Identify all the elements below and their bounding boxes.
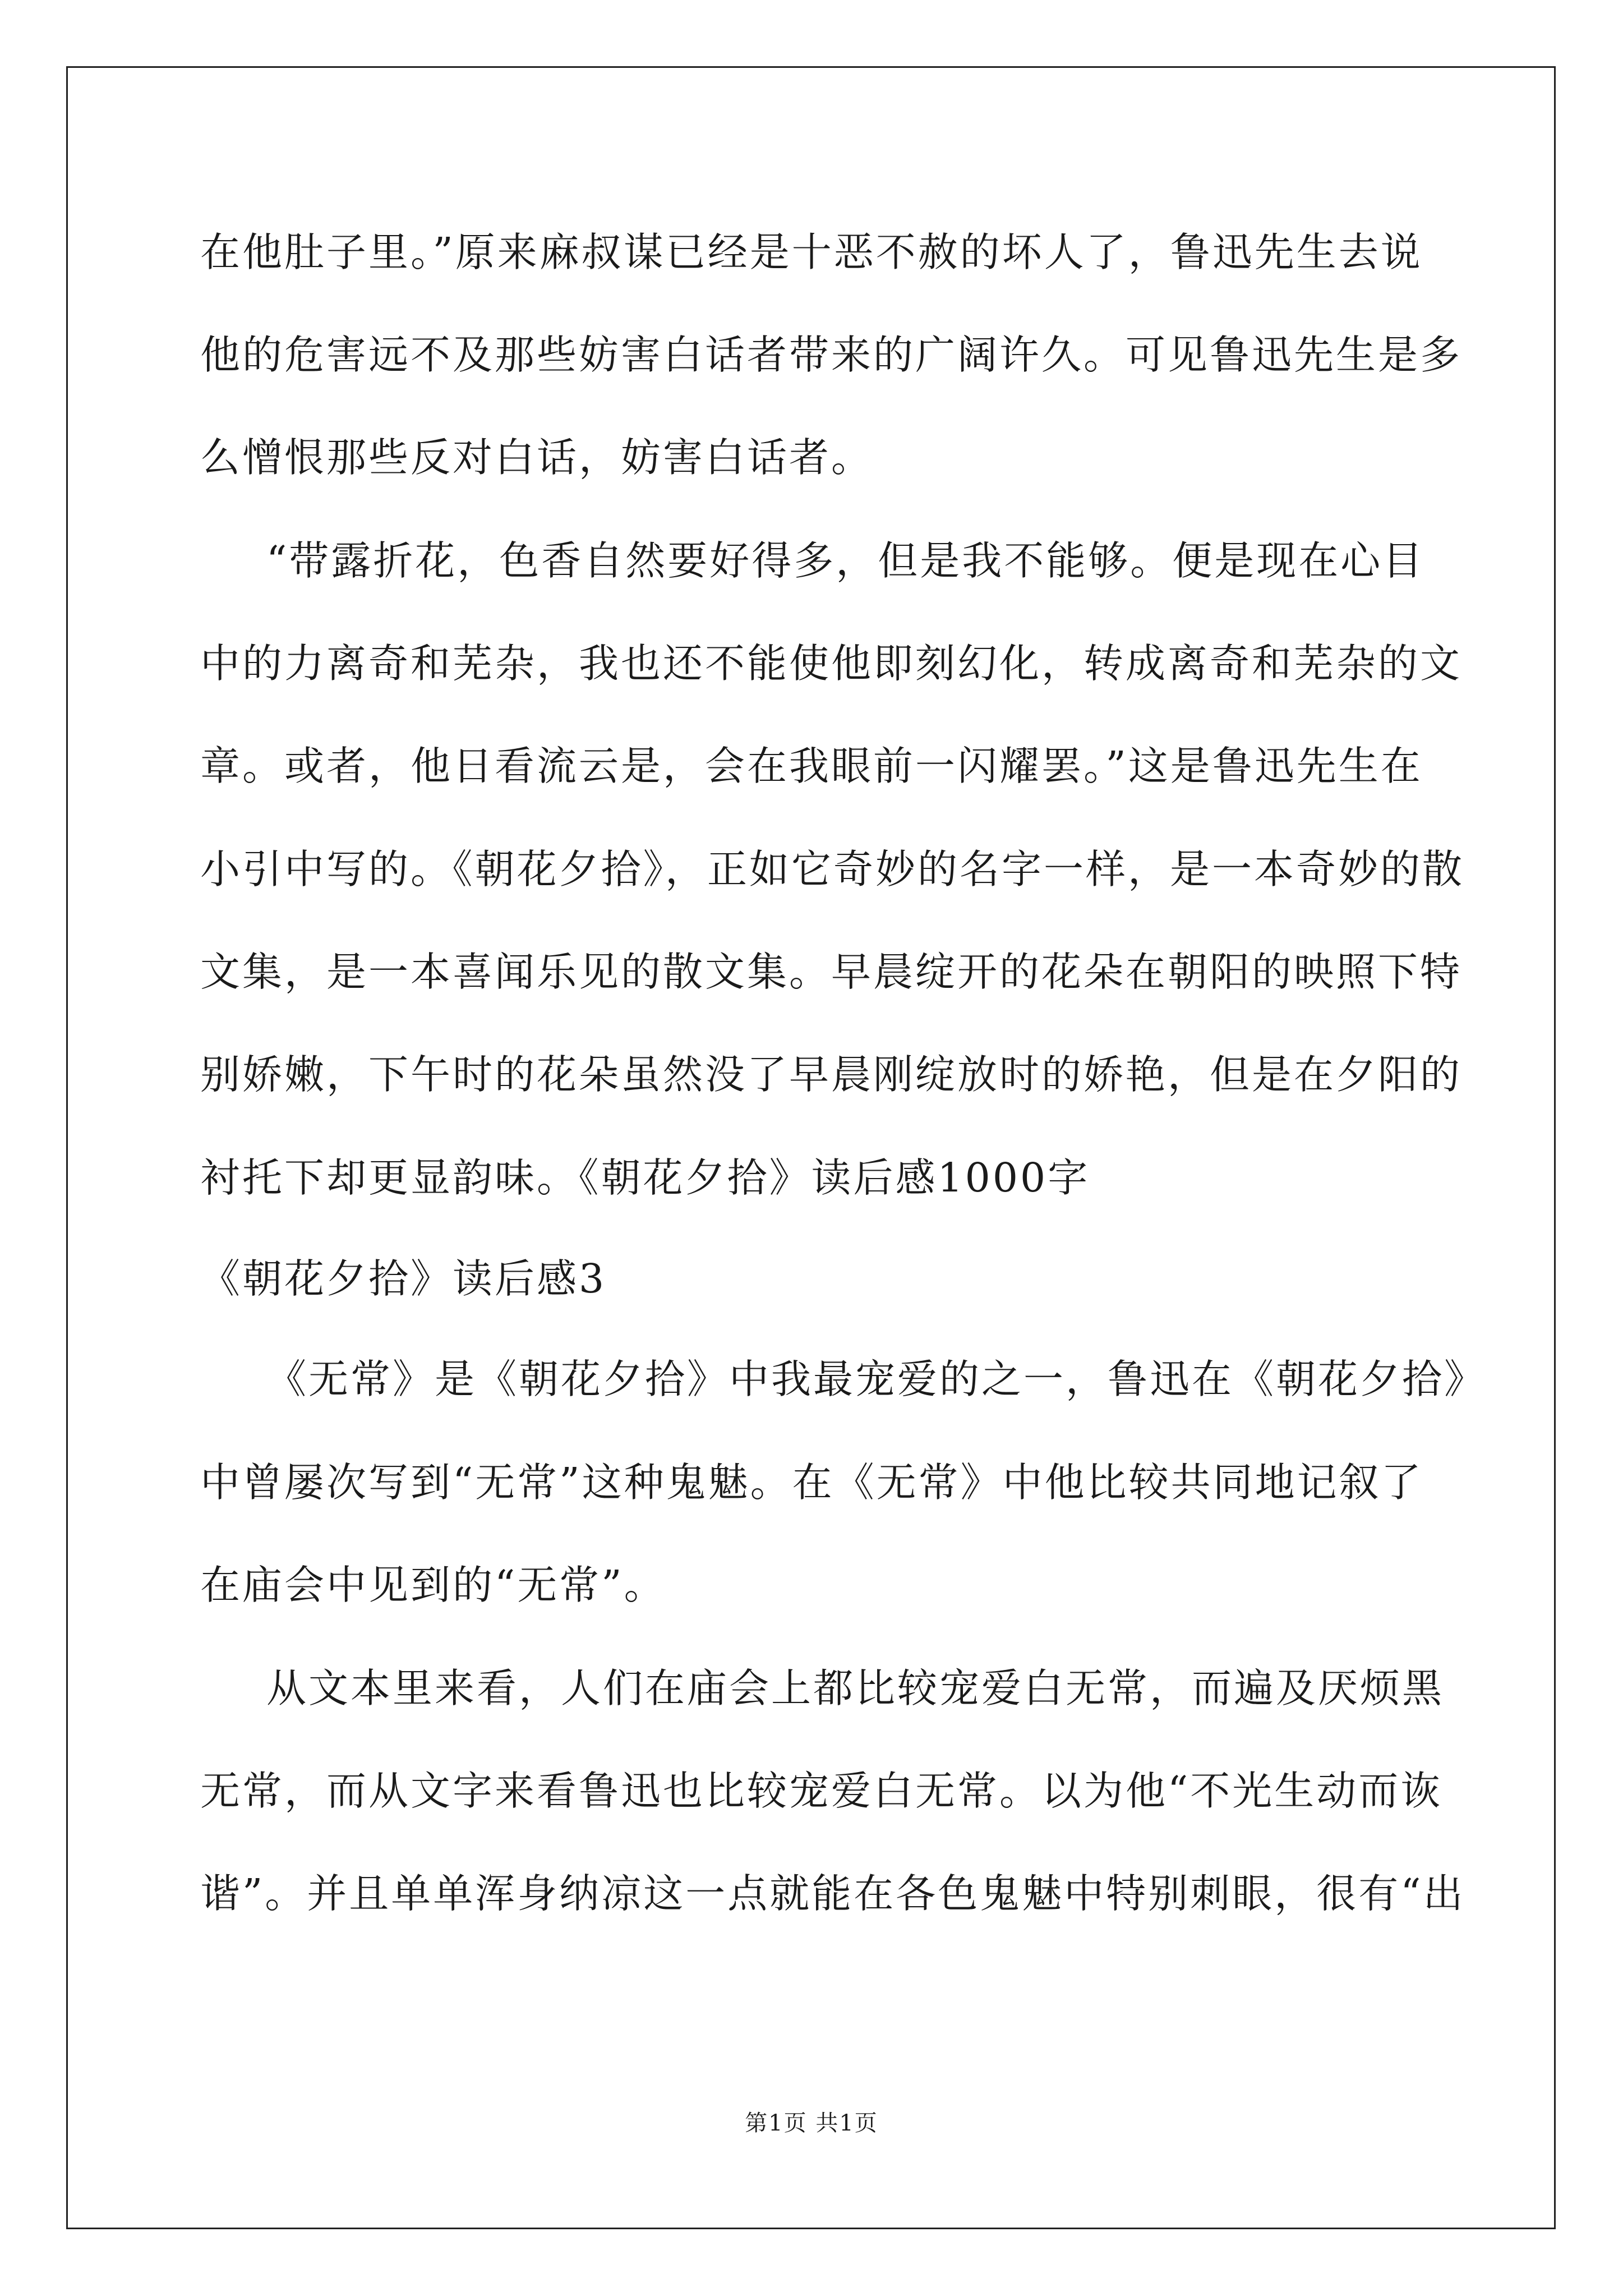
text-line: 在他肚子里。”原来麻叔谋已经是十恶不赦的坏人了，鲁迅先生去说 [200,229,1423,275]
page-number-footer: 第1页 共1页 [745,2110,878,2136]
paragraph-start-line: 《无常》是《朝花夕拾》中我最宠爱的之一，鲁迅在《朝花夕拾》 [266,1356,1487,1402]
section-heading: 《朝花夕拾》读后感3 [200,1255,607,1302]
text-line: 谐”。并且单单浑身纳凉这一点就能在各色鬼魅中特别刺眼，很有“出 [200,1870,1465,1917]
text-line: 中曾屡次写到“无常”这种鬼魅。在《无常》中他比较共同地记叙了 [200,1459,1423,1506]
text-line: 无常，而从文字来看鲁迅也比较宠爱白无常。以为他“不光生动而诙 [200,1768,1443,1814]
text-line: 中的力离奇和芜杂，我也还不能使他即刻幻化，转成离奇和芜杂的文 [200,640,1463,687]
text-line: 在庙会中见到的“无常”。 [200,1562,666,1608]
text-line: 别娇嫩，下午时的花朵虽然没了早晨刚绽放时的娇艳，但是在夕阳的 [200,1051,1463,1098]
text-line: 他的危害远不及那些妨害白话者带来的广阔许久。可见鲁迅先生是多 [200,332,1463,378]
text-line: 文集，是一本喜闻乐见的散文集。早晨绽开的花朵在朝阳的映照下特 [200,949,1463,995]
paragraph-start-line: “带露折花，色香自然要好得多，但是我不能够。便是现在心目 [266,537,1425,584]
text-line: 章。或者，他日看流云是，会在我眼前一闪耀罢。”这是鲁迅先生在 [200,743,1423,789]
text-line: 衬托下却更显韵味。《朝花夕拾》读后感1000字 [200,1154,1090,1201]
text-line: 么憎恨那些反对白话，妨害白话者。 [200,434,874,481]
text-line: 小引中写的。《朝花夕拾》，正如它奇妙的名字一样，是一本奇妙的散 [200,846,1465,892]
paragraph-start-line: 从文本里来看，人们在庙会上都比较宠爱白无常，而遍及厌烦黑 [266,1665,1445,1711]
